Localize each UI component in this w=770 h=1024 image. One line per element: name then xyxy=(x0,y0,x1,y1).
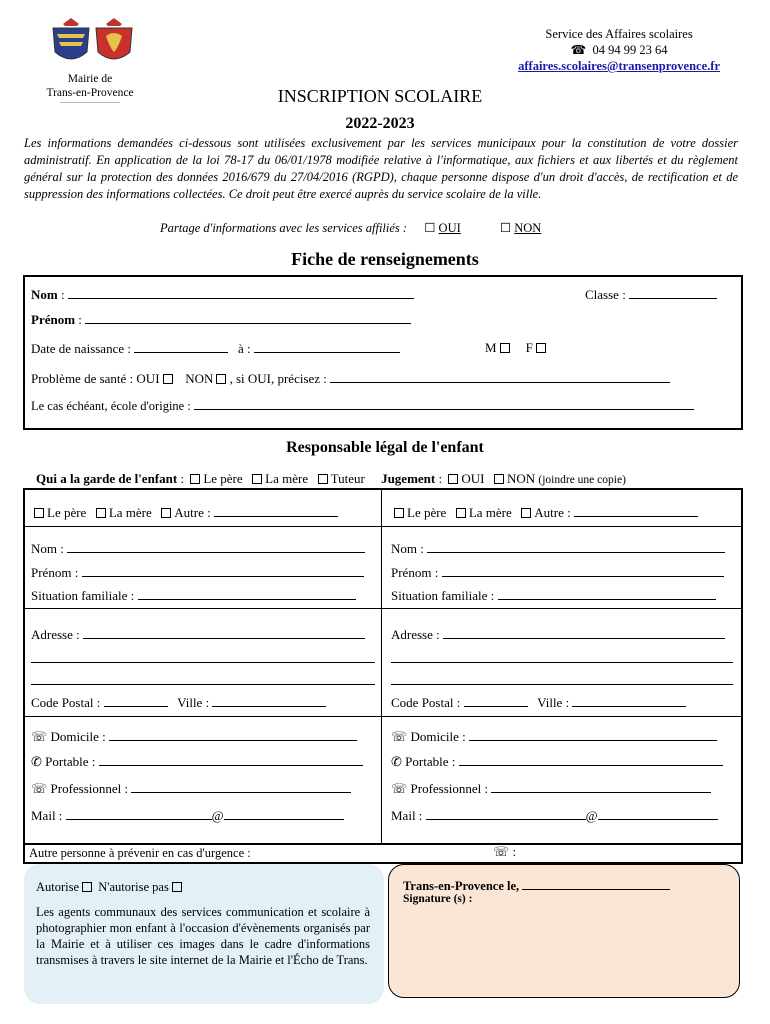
resp2-ville-label: Ville : xyxy=(537,695,570,710)
resp2-adresse-field[interactable] xyxy=(391,626,725,643)
resp2-autre-label: Autre : xyxy=(534,505,571,520)
page-title: INSCRIPTION SCOLAIRE xyxy=(277,86,483,106)
resp1-pro-line[interactable] xyxy=(131,780,351,793)
sexe-m-checkbox[interactable] xyxy=(500,343,510,353)
resp1-portable-line[interactable] xyxy=(99,753,363,766)
jugement-label: Jugement xyxy=(381,471,436,486)
urgence-phone-field[interactable] xyxy=(493,844,516,860)
classe-line[interactable] xyxy=(629,286,717,299)
sexe-m-label: M xyxy=(485,340,497,355)
resp1-nom-line[interactable] xyxy=(67,540,365,553)
sante-line[interactable] xyxy=(330,370,670,383)
resp2-situation-line[interactable] xyxy=(498,587,716,600)
column-divider xyxy=(381,490,382,843)
sharing-oui-label: OUI xyxy=(438,221,461,235)
urgence-box xyxy=(23,843,743,864)
resp2-mere-label: La mère xyxy=(468,505,512,520)
classe-field[interactable] xyxy=(585,286,717,303)
jugement-non-checkbox[interactable] xyxy=(491,471,535,486)
garde-label: Qui a la garde de l'enfant xyxy=(36,471,178,486)
resp2-nom-label: Nom : xyxy=(391,541,424,556)
jugement-oui-checkbox[interactable] xyxy=(445,471,484,486)
phone-icon: ☎ xyxy=(570,43,587,57)
resp1-nom-label: Nom : xyxy=(31,541,64,556)
resp1-ville-line[interactable] xyxy=(212,694,326,707)
resp2-nom-line[interactable] xyxy=(427,540,725,553)
resp2-situation-field[interactable] xyxy=(391,587,716,604)
service-contact xyxy=(518,26,720,74)
resp2-adresse-line3[interactable] xyxy=(391,672,733,689)
mobile-icon: ✆ xyxy=(391,754,402,769)
classe-label: Classe : xyxy=(585,287,626,302)
resp2-mail-domain-line[interactable] xyxy=(598,807,718,820)
resp1-domicile-line[interactable] xyxy=(109,728,357,741)
resp1-prenom-line[interactable] xyxy=(82,564,364,577)
resp1-domicile-field[interactable] xyxy=(31,728,357,745)
resp2-autre-line[interactable] xyxy=(574,504,698,517)
resp2-cp-label: Code Postal : xyxy=(391,695,461,710)
garde-mere-checkbox[interactable] xyxy=(249,471,308,486)
resp1-mere-label: La mère xyxy=(108,505,152,520)
phone-icon: ☏ xyxy=(391,781,408,796)
town-crest-logo xyxy=(44,16,134,66)
sexe-field[interactable] xyxy=(485,340,549,356)
resp1-portable-field[interactable] xyxy=(31,753,363,770)
resp2-cp-ville-field[interactable] xyxy=(391,694,686,711)
resp2-prenom-line[interactable] xyxy=(442,564,724,577)
service-name: Service des Affaires scolaires xyxy=(545,27,693,41)
resp1-nom-field[interactable] xyxy=(31,540,365,557)
naissance-field[interactable] xyxy=(31,340,400,357)
phone-icon: ☏ xyxy=(31,729,48,744)
resp1-mail-domain-line[interactable] xyxy=(224,807,344,820)
resp1-pro-label: Professionnel : xyxy=(50,781,129,796)
responsable-title: Responsable légal de l'enfant xyxy=(286,439,484,456)
garde-tuteur-checkbox[interactable] xyxy=(315,471,365,486)
resp2-pro-label: Professionnel : xyxy=(410,781,489,796)
phone-icon: ☏ xyxy=(391,729,408,744)
resp1-situation-label: Situation familiale : xyxy=(31,588,135,603)
garde-pere-checkbox[interactable] xyxy=(187,471,242,486)
sharing-non-label: NON xyxy=(514,221,542,235)
photo-consent-text: Les agents communaux des services communication et scolaire à photographier mon enfant à l'occasion d'évènements organisés par la Mairie et à utiliser ces images dans le cadre d'informations transmises à travers le site internet de la Mairie et l'Écho de Trans. xyxy=(36,905,370,967)
signature-date-line[interactable] xyxy=(522,877,670,890)
sante-non-label: NON xyxy=(185,371,214,386)
resp1-mail-label: Mail : xyxy=(31,808,63,823)
resp1-pro-field[interactable] xyxy=(31,780,351,797)
mairie-line1: Mairie de xyxy=(67,73,113,85)
prenom-field[interactable]: Prénom : xyxy=(31,311,411,328)
phone-icon: ☏ xyxy=(31,781,48,796)
photo-n-autorise-checkbox[interactable] xyxy=(172,882,182,892)
at-sign: @ xyxy=(211,808,224,823)
resp1-adresse-line3[interactable] xyxy=(31,672,375,689)
resp2-domicile-line[interactable] xyxy=(469,728,717,741)
resp2-adresse-line[interactable] xyxy=(443,626,725,639)
sante-non-checkbox[interactable] xyxy=(216,374,226,384)
school-year: 2022-2023 xyxy=(345,115,415,132)
resp2-portable-line[interactable] xyxy=(459,753,723,766)
resp1-prenom-label: Prénom : xyxy=(31,565,79,580)
mobile-icon: ✆ xyxy=(31,754,42,769)
resp1-autre-label: Autre : xyxy=(174,505,211,520)
sante-precisez-label: , si OUI, précisez : xyxy=(229,371,327,386)
row-divider-1 xyxy=(25,526,741,527)
sharing-non-checkbox[interactable]: ☐ NON xyxy=(499,221,542,235)
jugement-oui-label: OUI xyxy=(461,471,485,486)
resp1-type[interactable] xyxy=(31,504,338,521)
resp2-pere-label: Le père xyxy=(407,505,447,520)
service-phone: 04 94 99 23 64 xyxy=(592,43,668,57)
resp2-adresse-label: Adresse : xyxy=(391,627,440,642)
resp1-situation-field[interactable] xyxy=(31,587,356,604)
jugement-note: (joindre une copie) xyxy=(538,474,626,486)
resp2-domicile-field[interactable] xyxy=(391,728,717,745)
resp2-portable-field[interactable] xyxy=(391,753,723,770)
resp2-prenom-field[interactable] xyxy=(391,564,724,581)
resp1-adresse-line2[interactable] xyxy=(31,650,375,667)
prenom-line[interactable] xyxy=(85,311,411,324)
sante-oui-checkbox[interactable] xyxy=(163,374,173,384)
garde-row: Qui a la garde de l'enfant : Le père La mère Tuteur Jugement : OUI NON (joindre une copie) xyxy=(36,471,626,486)
resp2-cp-line[interactable] xyxy=(464,694,528,707)
resp2-type[interactable] xyxy=(391,504,698,521)
fiche-title: Fiche de renseignements xyxy=(291,249,479,269)
fiche-box xyxy=(23,275,743,430)
resp2-mail-line[interactable] xyxy=(426,807,586,820)
resp1-autre-line[interactable] xyxy=(214,504,338,517)
resp1-prenom-field[interactable] xyxy=(31,564,364,581)
sexe-f-checkbox[interactable] xyxy=(536,343,546,353)
resp1-pere-label: Le père xyxy=(47,505,87,520)
sante-label: Problème de santé : OUI xyxy=(31,371,160,386)
mairie-line2: Trans-en-Provence xyxy=(46,87,134,99)
resp2-mail-field[interactable] xyxy=(391,807,718,824)
resp1-cp-label: Code Postal : xyxy=(31,695,101,710)
resp2-nom-field[interactable] xyxy=(391,540,725,557)
resp1-portable-label: Portable : xyxy=(45,754,96,769)
resp1-adresse-line[interactable] xyxy=(83,626,365,639)
resp1-ville-label: Ville : xyxy=(177,695,210,710)
signature-panel[interactable] xyxy=(388,864,740,998)
resp1-domicile-label: Domicile : xyxy=(50,729,106,744)
privacy-notice: Les informations demandées ci-dessous sont utilisées exclusivement par les services municipaux pour la constitution de votre dossier administratif. En application de la loi 78-17 du 06/01/1978 modifiée relative à l'informatique, aux fichiers et aux libertés et du règlement général sur la protection des données 2016/679 du 27/04/2016 (RGPD), chaque personne dispose d'un droit d'accès, de rectification et de suppression des informations collectées. Ce droit peut être exercé auprès du service scolaire de la ville. xyxy=(24,136,738,201)
lieu-line[interactable] xyxy=(254,340,400,353)
lieu-label: à : xyxy=(237,341,251,356)
sexe-f-label: F xyxy=(525,340,533,355)
service-email-link[interactable]: affaires.scolaires@transenprovence.fr xyxy=(518,59,720,73)
nom-field[interactable]: Nom : xyxy=(31,286,414,303)
naissance-line[interactable] xyxy=(134,340,228,353)
garde-tuteur-label: Tuteur xyxy=(330,471,365,486)
ecole-line[interactable] xyxy=(194,397,694,410)
resp2-prenom-label: Prénom : xyxy=(391,565,439,580)
signature-place-label: Trans-en-Provence le, xyxy=(403,879,520,893)
garde-pere-label: Le père xyxy=(203,471,243,486)
resp1-adresse-field[interactable] xyxy=(31,626,365,643)
responsable-box xyxy=(23,488,743,845)
resp2-pro-field[interactable] xyxy=(391,780,711,797)
urgence-label: Autre personne à prévenir en cas d'urgence : xyxy=(29,846,251,860)
resp2-portable-label: Portable : xyxy=(405,754,456,769)
row-divider-3 xyxy=(25,716,741,717)
signature-label: Signature (s) : xyxy=(403,893,473,905)
sharing-label: Partage d'informations avec les services affiliés : xyxy=(160,221,408,235)
prenom-label: Prénom xyxy=(31,312,76,327)
sharing-oui-checkbox[interactable]: ☐ OUI xyxy=(424,221,461,235)
garde-mere-label: La mère xyxy=(265,471,309,486)
resp1-adresse-label: Adresse : xyxy=(31,627,80,642)
photo-autorise-label: Autorise xyxy=(36,880,80,894)
resp2-ville-line[interactable] xyxy=(572,694,686,707)
resp2-domicile-label: Domicile : xyxy=(410,729,466,744)
photo-consent-panel xyxy=(24,864,384,1004)
sharing-consent xyxy=(160,220,541,236)
at-sign: @ xyxy=(585,808,598,823)
nom-label: Nom xyxy=(31,287,58,302)
photo-autorise-checkbox[interactable] xyxy=(82,882,92,892)
resp2-situation-label: Situation familiale : xyxy=(391,588,495,603)
resp1-mail-field[interactable] xyxy=(31,807,344,824)
resp1-cp-line[interactable] xyxy=(104,694,168,707)
resp1-mail-line[interactable] xyxy=(66,807,212,820)
photo-n-autorise-label: N'autorise pas xyxy=(98,880,169,894)
sante-field[interactable] xyxy=(31,370,670,387)
row-divider-2 xyxy=(25,608,741,609)
resp2-mail-label: Mail : xyxy=(391,808,423,823)
photo-consent-options xyxy=(36,880,185,895)
resp1-cp-ville-field[interactable] xyxy=(31,694,326,711)
phone-icon: ☏ xyxy=(493,844,510,859)
ecole-field[interactable] xyxy=(31,397,694,414)
urgence-phone-label: : xyxy=(512,844,517,859)
resp2-adresse-line2[interactable] xyxy=(391,650,733,667)
ecole-label: Le cas échéant, école d'origine : xyxy=(31,399,191,413)
naissance-label: Date de naissance : xyxy=(31,341,131,356)
jugement-non-label: NON xyxy=(506,471,536,486)
nom-line[interactable] xyxy=(68,286,414,299)
resp2-pro-line[interactable] xyxy=(491,780,711,793)
signature-place-field[interactable] xyxy=(403,877,670,894)
resp1-situation-line[interactable] xyxy=(138,587,356,600)
